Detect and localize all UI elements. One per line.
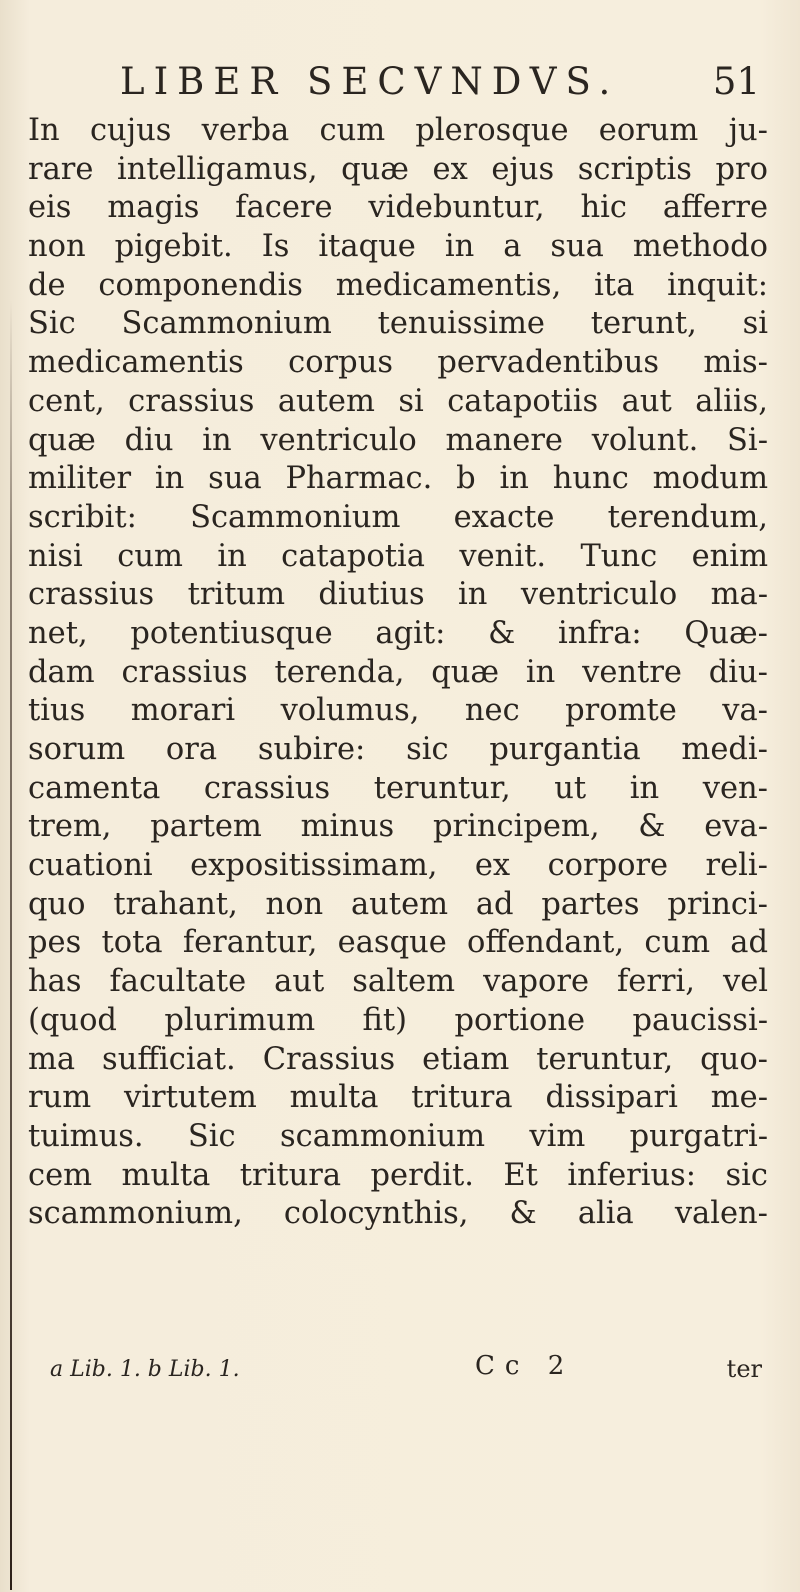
page-number: 51: [712, 60, 760, 103]
text-line: rare intelligamus, quæ ex ejus scriptis pro: [28, 151, 768, 187]
text-line: quæ diu in ventriculo manere volunt. Si-: [28, 422, 768, 458]
text-line: sorum ora subire: sic purgantia medi-: [28, 732, 768, 767]
catchword: ter: [726, 1355, 762, 1383]
text-line: cem multa tritura perdit. Et inferius: sic: [28, 1157, 768, 1193]
text-line: cent, crassius autem si catapotiis aut aliis,: [28, 383, 768, 419]
text-line: de componendis medicamentis, ita inquit:: [28, 267, 768, 303]
text-line: rum virtutem multa tritura dissipari me-: [28, 1080, 768, 1116]
text-line: eis magis facere videbuntur, hic afferre: [28, 190, 768, 226]
text-line: tius morari volumus, nec promte va-: [28, 693, 768, 729]
text-line: camenta crassius teruntur, ut in ven-: [28, 770, 768, 806]
text-line: has facultate aut saltem vapore ferri, vel: [28, 964, 768, 1000]
text-line: dam crassius terenda, quæ in ventre diu-: [28, 654, 768, 690]
text-line: nisi cum in catapotia venit. Tunc enim: [28, 538, 768, 574]
signature-mark: Cc 2: [475, 1351, 575, 1381]
running-head: [120, 60, 760, 110]
marginal-notes: a Lib. 1. b Lib. 1.: [50, 1357, 240, 1382]
text-line: trem, partem minus principem, & eva-: [28, 809, 768, 845]
text-line: Sic Scammonium tenuissime terunt, si: [28, 306, 768, 342]
text-line: scammonium, colocynthis, & alia valen-: [28, 1196, 768, 1232]
text-line: ma sufficiat. Crassius etiam teruntur, quo-: [28, 1041, 768, 1077]
text-line: scribit: Scammonium exacte terendum,: [28, 499, 768, 535]
text-line: cuationi expositissimam, ex corpore reli-: [28, 848, 768, 884]
body-text: [28, 112, 768, 1234]
running-head-title: LIBER SECVNDVS.: [120, 60, 620, 103]
text-line: pes tota ferantur, easque offendant, cum ad: [28, 925, 768, 961]
text-line: tuimus. Sic scammonium vim purgatri-: [28, 1118, 768, 1154]
text-line: quo trahant, non autem ad partes princi-: [28, 886, 768, 922]
text-line: net, potentiusque agit: & infra: Quæ-: [28, 615, 768, 651]
text-line: In cujus verba cum plerosque eorum ju-: [28, 113, 768, 148]
text-line: militer in sua Pharmac. b in hunc modum: [28, 461, 768, 497]
text-line: non pigebit. Is itaque in a sua methodo: [28, 229, 768, 265]
text-line: (quod plurimum fit) portione paucissi-: [28, 1002, 768, 1038]
text-line: medicamentis corpus pervadentibus mis-: [28, 345, 768, 381]
page-edge-shadow: [10, 300, 12, 1590]
text-line: crassius tritum diutius in ventriculo ma-: [28, 577, 768, 613]
page-footer: [50, 1351, 762, 1391]
